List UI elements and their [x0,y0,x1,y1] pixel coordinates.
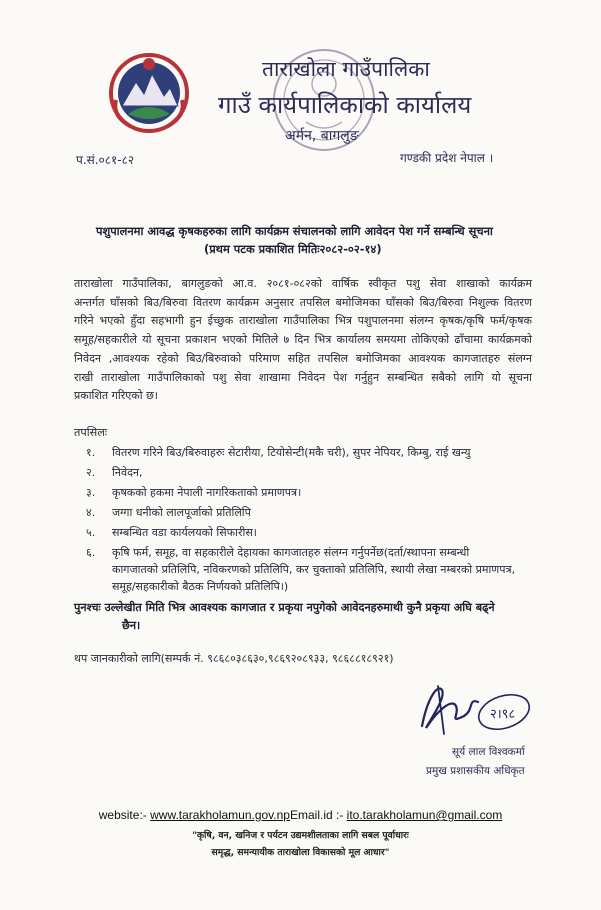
list-item [86,484,536,501]
item-text: जग्गा धनीको लालपूर्जाको प्रतिलिपि [112,506,251,519]
government-emblem-icon [108,52,190,134]
item-text: कृषि फर्म, समूह, वा सहकारीले देहायका कागजातहरु संलग्न गर्नुपर्नेछ(दर्ता/स्थापना सम्बन्धी [112,546,470,559]
signature-mark [408,676,538,740]
item-text: कृषकको हकमा नेपाली नागरिकताको प्रमाणपत्र। [112,486,302,499]
province-name: गण्डकी प्रदेश नेपाल । [400,151,494,165]
item-number: ५. [86,526,96,539]
municipality-name: ताराखोला गाउँपालिका [262,57,430,81]
item-text: कागजातको प्रतिलिपि, नविकरणको प्रतिलिपि, कर चुक्ताको प्रतिलिपि, स्थायी लेखा नम्बरको प्रमाणपत्र, [112,563,516,576]
website-link[interactable]: www.tarakholamun.gov.np [150,808,290,822]
list-item [86,464,536,481]
body-line: प्रकाशित गरिएको छ। [74,389,158,403]
footer-slogan: "कृषि, वन, खनिज र पर्यटन उद्यमशीलताका लागि सबल पूर्वाधारः [192,830,409,841]
item-number: ३. [86,486,96,499]
body-line: राखी ताराखोला गाउँपालिकाको पशु सेवा शाखामा निवेदन पेश गर्नुहुन सम्बन्धित सबैको लागि यो सूचना [74,370,532,384]
note-line: पुनश्चः उल्लेखीत मिति भित्र आवश्यक कागजात र प्रकृया नपुगेको आवेदनहरुमाथी कुनै प्रकृया अघि बढ्ने [74,601,495,614]
footer-slogan: समृद्ध, समन्यायीक ताराखोला विकासको मूल आधार" [211,847,390,858]
list-heading: तपसिलः [74,426,108,439]
footer-contact [0,808,601,822]
item-text: सम्बन्धित वडा कार्यलयको सिफारीस। [112,526,257,539]
email-label: Email.id :- [289,808,344,822]
body-line: ताराखोला गाउँपालिका, बागलुङको आ.व. २०८१-०८२को वार्षिक स्वीकृत पशु सेवा शाखाको कार्यक्रम [74,277,532,290]
item-number: ६. [86,546,96,559]
item-number: २. [86,466,96,479]
body-line: निवेदन ,आवश्यक रहेको बिउ/बिरुवाको परिमाण सहित तपसिल बमोजिमका आवश्यक कागजातहरु संलग्न [74,351,532,365]
website-label: website:- [98,808,147,822]
postscript-note [74,599,534,635]
office-name: गाउँ कार्यपालिकाको कार्यालय [218,91,472,119]
list-item [86,444,536,461]
email-link[interactable]: ito.tarakholamun@gmail.com [346,808,503,822]
notice-title: पशुपालनमा आवद्ध कृषकहरुका लागि कार्यक्रम संचालनको लागि आवेदन पेश गर्ने सम्बन्धि सूचना [96,224,493,238]
note-line: छैन। [122,619,141,632]
signatory-title: प्रमुख प्रशासकीय अधिकृत [426,765,525,777]
item-text: वितरण गरिने बिउ/बिरुवाहरुः सेटारीया, टियोसेन्टी(मकै चरी), सुपर नेपियर, किम्बु, राई खन्यु [112,446,471,459]
body-line: गरिने भएको हुँदा सहभागी हुन ईच्छुक ताराखोला गाउँपालिका भित्र पशुपालनमा संलग्न कृषक/कृषि फर्म/कृषक [74,314,532,328]
list-item [86,524,536,541]
signature-date: २।९८ [490,707,516,722]
item-number: ४. [86,506,96,519]
item-text: निवेदन, [112,466,143,479]
contact-numbers: थप जानकारीको लागि(सम्पर्क नं. ९८६८०३८६३०,९८६९२०८९३३, ९८६८८१८९२१) [74,652,394,665]
body-line: अन्तर्गत घाँसको बिउ/बिरुवा वितरण कार्यक्रम अनुसार तपसिल बमोजिमका घाँसको बिउ/बिरुवा निशुल्क वितरण [74,295,532,309]
reference-number: प.सं.०८१-८२ [76,153,135,167]
signatory-name: सूर्य लाल विश्वकर्मा [452,746,525,758]
item-text: समूह/सहकारीको बैठक निर्णयको प्रतिलिपि।) [112,580,289,593]
notice-body [74,275,532,406]
list-item [86,504,536,521]
body-line: समूह/सहकारीले यो सूचना प्रकाशन भएको मितिले ७ दिन भित्र कार्यालय समयमा तोकिएको ढाँचामा कार्यक्रमको [74,333,532,347]
requirements-list [86,444,536,598]
list-item [86,544,536,595]
item-number: १. [86,446,96,459]
notice-subtitle: (प्रथम पटक प्रकाशित मितिः२०८२-०२-१४) [204,242,382,256]
district-name: अर्मन, बागलुङ [285,128,359,144]
